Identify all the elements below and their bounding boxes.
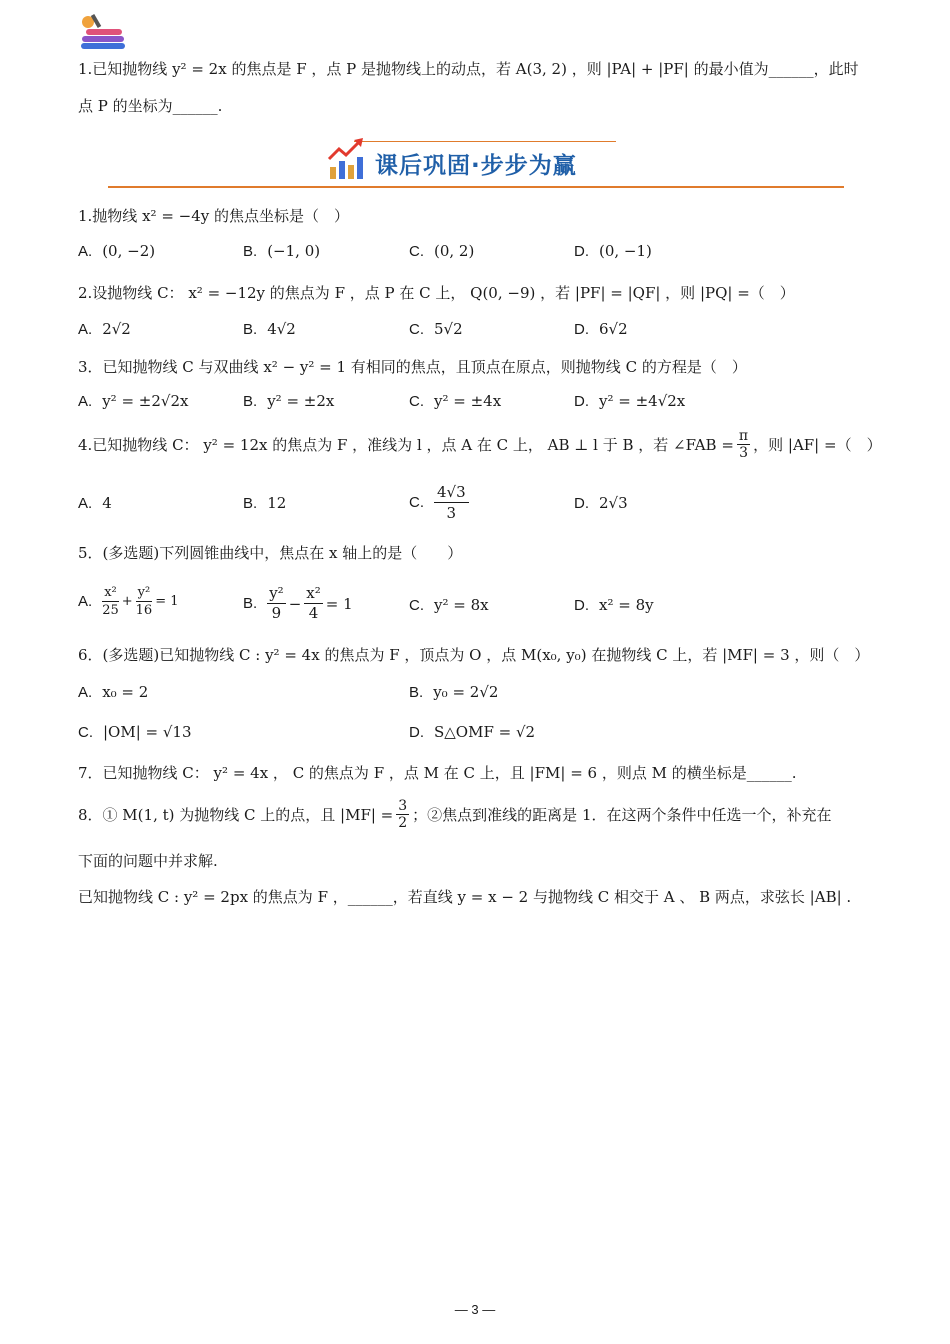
q1-stem: 1.抛物线 x² = −4y 的焦点坐标是（ ） xyxy=(78,207,350,225)
q4-stem xyxy=(78,428,882,461)
q2-option-a: A. 2√2 xyxy=(78,320,131,338)
q1-option-a: A. (0, −2) xyxy=(78,242,156,260)
q5-option-a: A. x² 25 + $\frac{\text{y²}}{16}$ = 1 xyxy=(78,585,179,618)
q5-option-b: B. y² 9 − $\frac{\text{x²}}{4}$ = 1 xyxy=(243,584,353,622)
q6-option-a: A. x₀ = 2 xyxy=(78,683,149,701)
section-title: 课后巩固·步步为赢 xyxy=(375,153,577,179)
q8-line-2: 下面的问题中并求解. xyxy=(78,852,218,870)
q3-stem: 3．已知抛物线 C 与双曲线 x² − y² = 1 有相同的焦点，且顶点在原点，则抛物线 C 的方程是（ ） xyxy=(78,358,747,376)
q6-option-b: B. y₀ = 2√2 xyxy=(409,683,499,701)
q7-stem: 7．已知抛物线 C： y² = 4x ， C 的焦点为 F ，点 M 在 C 上，且 |FM| = 6 ，则点 M 的横坐标是______. xyxy=(78,764,797,782)
q8-line-1 xyxy=(78,798,832,831)
q2-option-d: D. 6√2 xyxy=(574,320,628,338)
logo-icon xyxy=(78,10,128,50)
q6-option-c: C. |OM| = √13 xyxy=(78,723,192,741)
q1-option-d: D. (0, −1) xyxy=(574,242,652,260)
q2-stem: 2.设抛物线 C： x² = −12y 的焦点为 F ，点 P 在 C 上， Q(0, −9) ，若 |PF| = |QF| ，则 |PQ| =（ ） xyxy=(78,284,795,302)
q8-line-3: 已知抛物线 C : y² = 2px 的焦点为 F ，______，若直线 y = x − 2 与抛物线 C 相交于 A 、 B 两点，求弦长 |AB| . xyxy=(78,888,852,906)
q4-option-c: C. 4√3 3 xyxy=(409,482,469,523)
q2-option-c: C. 5√2 xyxy=(409,320,463,338)
q4-stem-part-b: ，则 |AF| =（ ） xyxy=(753,436,882,454)
q5-stem: 5．(多选题)下列圆锥曲线中，焦点在 x 轴上的是（ ） xyxy=(78,544,463,562)
q2-option-b: B. 4√2 xyxy=(243,320,296,338)
chart-up-icon xyxy=(326,137,366,181)
q4-stem-part-a: 4.已知抛物线 C： y² = 12x 的焦点为 F ，准线为 l ，点 A 在 C 上， AB ⊥ l 于 B ，若 ∠FAB = xyxy=(78,436,734,454)
q1-option-b: B. (−1, 0) xyxy=(243,242,321,260)
page-number: — 3 — xyxy=(454,1302,496,1317)
q4-option-d: D. 2√3 xyxy=(574,494,628,512)
q4-option-a: A. 4 xyxy=(78,494,112,512)
q3-option-c: C. y² = ±4x xyxy=(409,392,502,410)
q3-option-b: B. y² = ±2x xyxy=(243,392,335,410)
intro-line-2: 点 P 的坐标为______. xyxy=(78,97,223,115)
q1-option-c: C. (0, 2) xyxy=(409,242,475,260)
q6-stem: 6．(多选题)已知抛物线 C : y² = 4x 的焦点为 F ，顶点为 O ，点 M(x₀, y₀) 在抛物线 C 上，若 |MF| = 3 ，则（ ） xyxy=(78,646,870,664)
q8-stem-part-a: 8．① M(1, t) 为抛物线 C 上的点，且 |MF| = xyxy=(78,806,394,824)
q3-option-d: D. y² = ±4√2x xyxy=(574,392,686,410)
q5-option-d: D. x² = 8y xyxy=(574,596,654,614)
q5-option-c: C. y² = 8x xyxy=(409,596,489,614)
q3-option-a: A. y² = ±2√2x xyxy=(78,392,189,410)
q6-option-d: D. S△OMF = √2 xyxy=(409,723,536,741)
banner-bottom-line xyxy=(108,186,844,188)
intro-line-1: 1.已知抛物线 y² = 2x 的焦点是 F ，点 P 是抛物线上的动点，若 A(3, 2) ，则 |PA| + |PF| 的最小值为______，此时 xyxy=(78,60,859,78)
q8-fraction: $\frac{3}{2}$ xyxy=(398,798,408,831)
q4-angle-fraction: $\frac{\pi}{3}$ xyxy=(738,428,749,461)
q8-stem-part-b: ；②焦点到准线的距离是 1．在这两个条件中任选一个，补充在 xyxy=(412,806,832,824)
q4-option-b: B. 12 xyxy=(243,494,287,512)
banner-top-line xyxy=(354,141,616,142)
